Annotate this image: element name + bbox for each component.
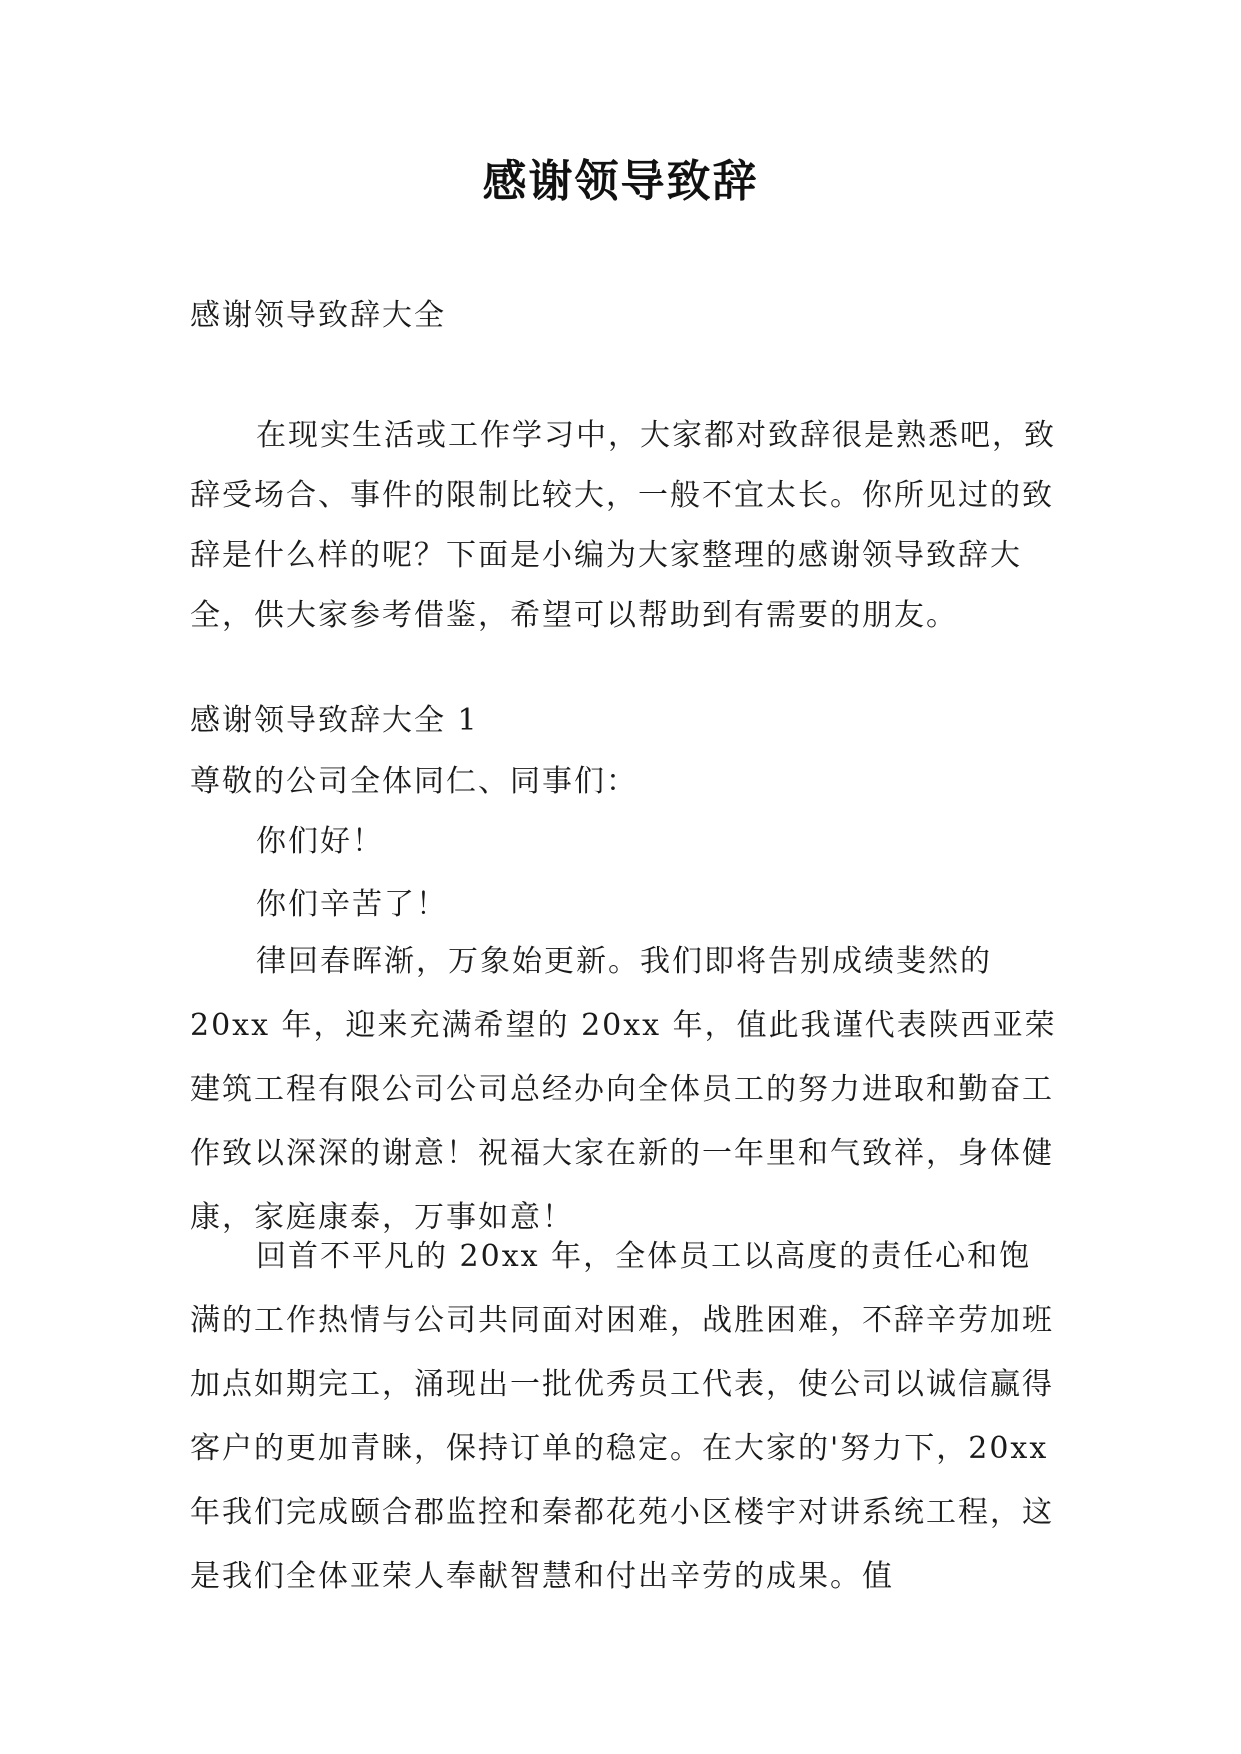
subheading: 感谢领导致辞大全: [190, 298, 446, 333]
hello-line-2: 你们辛苦了！: [256, 887, 448, 922]
hello-line-1: 你们好！: [256, 824, 384, 859]
document-title: 感谢领导致辞: [482, 156, 759, 207]
body-paragraph-1: 律回春晖渐，万象始更新。我们即将告别成绩斐然的 20xx 年，迎来充满希望的 20xx 年，值此我谨代表陕西亚荣建筑工程有限公司公司总经办向全体员工的努力进取和勤奋工作致以深深的谢意！祝福大家在新的一年里和气致祥，身体健康，家庭康泰，万事如意！: [190, 944, 1057, 1235]
greeting-line: 尊敬的公司全体同仁、同事们：: [190, 764, 638, 799]
intro-paragraph: 在现实生活或工作学习中，大家都对致辞很是熟悉吧，致辞受场合、事件的限制比较大，一般不宜太长。你所见过的致辞是什么样的呢？下面是小编为大家整理的感谢领导致辞大全，供大家参考借鉴，希望可以帮助到有需要的朋友。: [190, 418, 1056, 633]
section-heading: 感谢领导致辞大全 1: [190, 703, 479, 738]
body-paragraph-2: 回首不平凡的 20xx 年，全体员工以高度的责任心和饱满的工作热情与公司共同面对困难，战胜困难，不辞辛劳加班加点如期完工，涌现出一批优秀员工代表，使公司以诚信赢得客户的更加青睐，保持订单的稳定。在大家的'努力下，20xx 年我们完成颐合郡监控和秦都花苑小区楼宇对讲系统工程，这是我们全体亚荣人奉献智慧和付出辛劳的成果。值: [190, 1239, 1054, 1594]
